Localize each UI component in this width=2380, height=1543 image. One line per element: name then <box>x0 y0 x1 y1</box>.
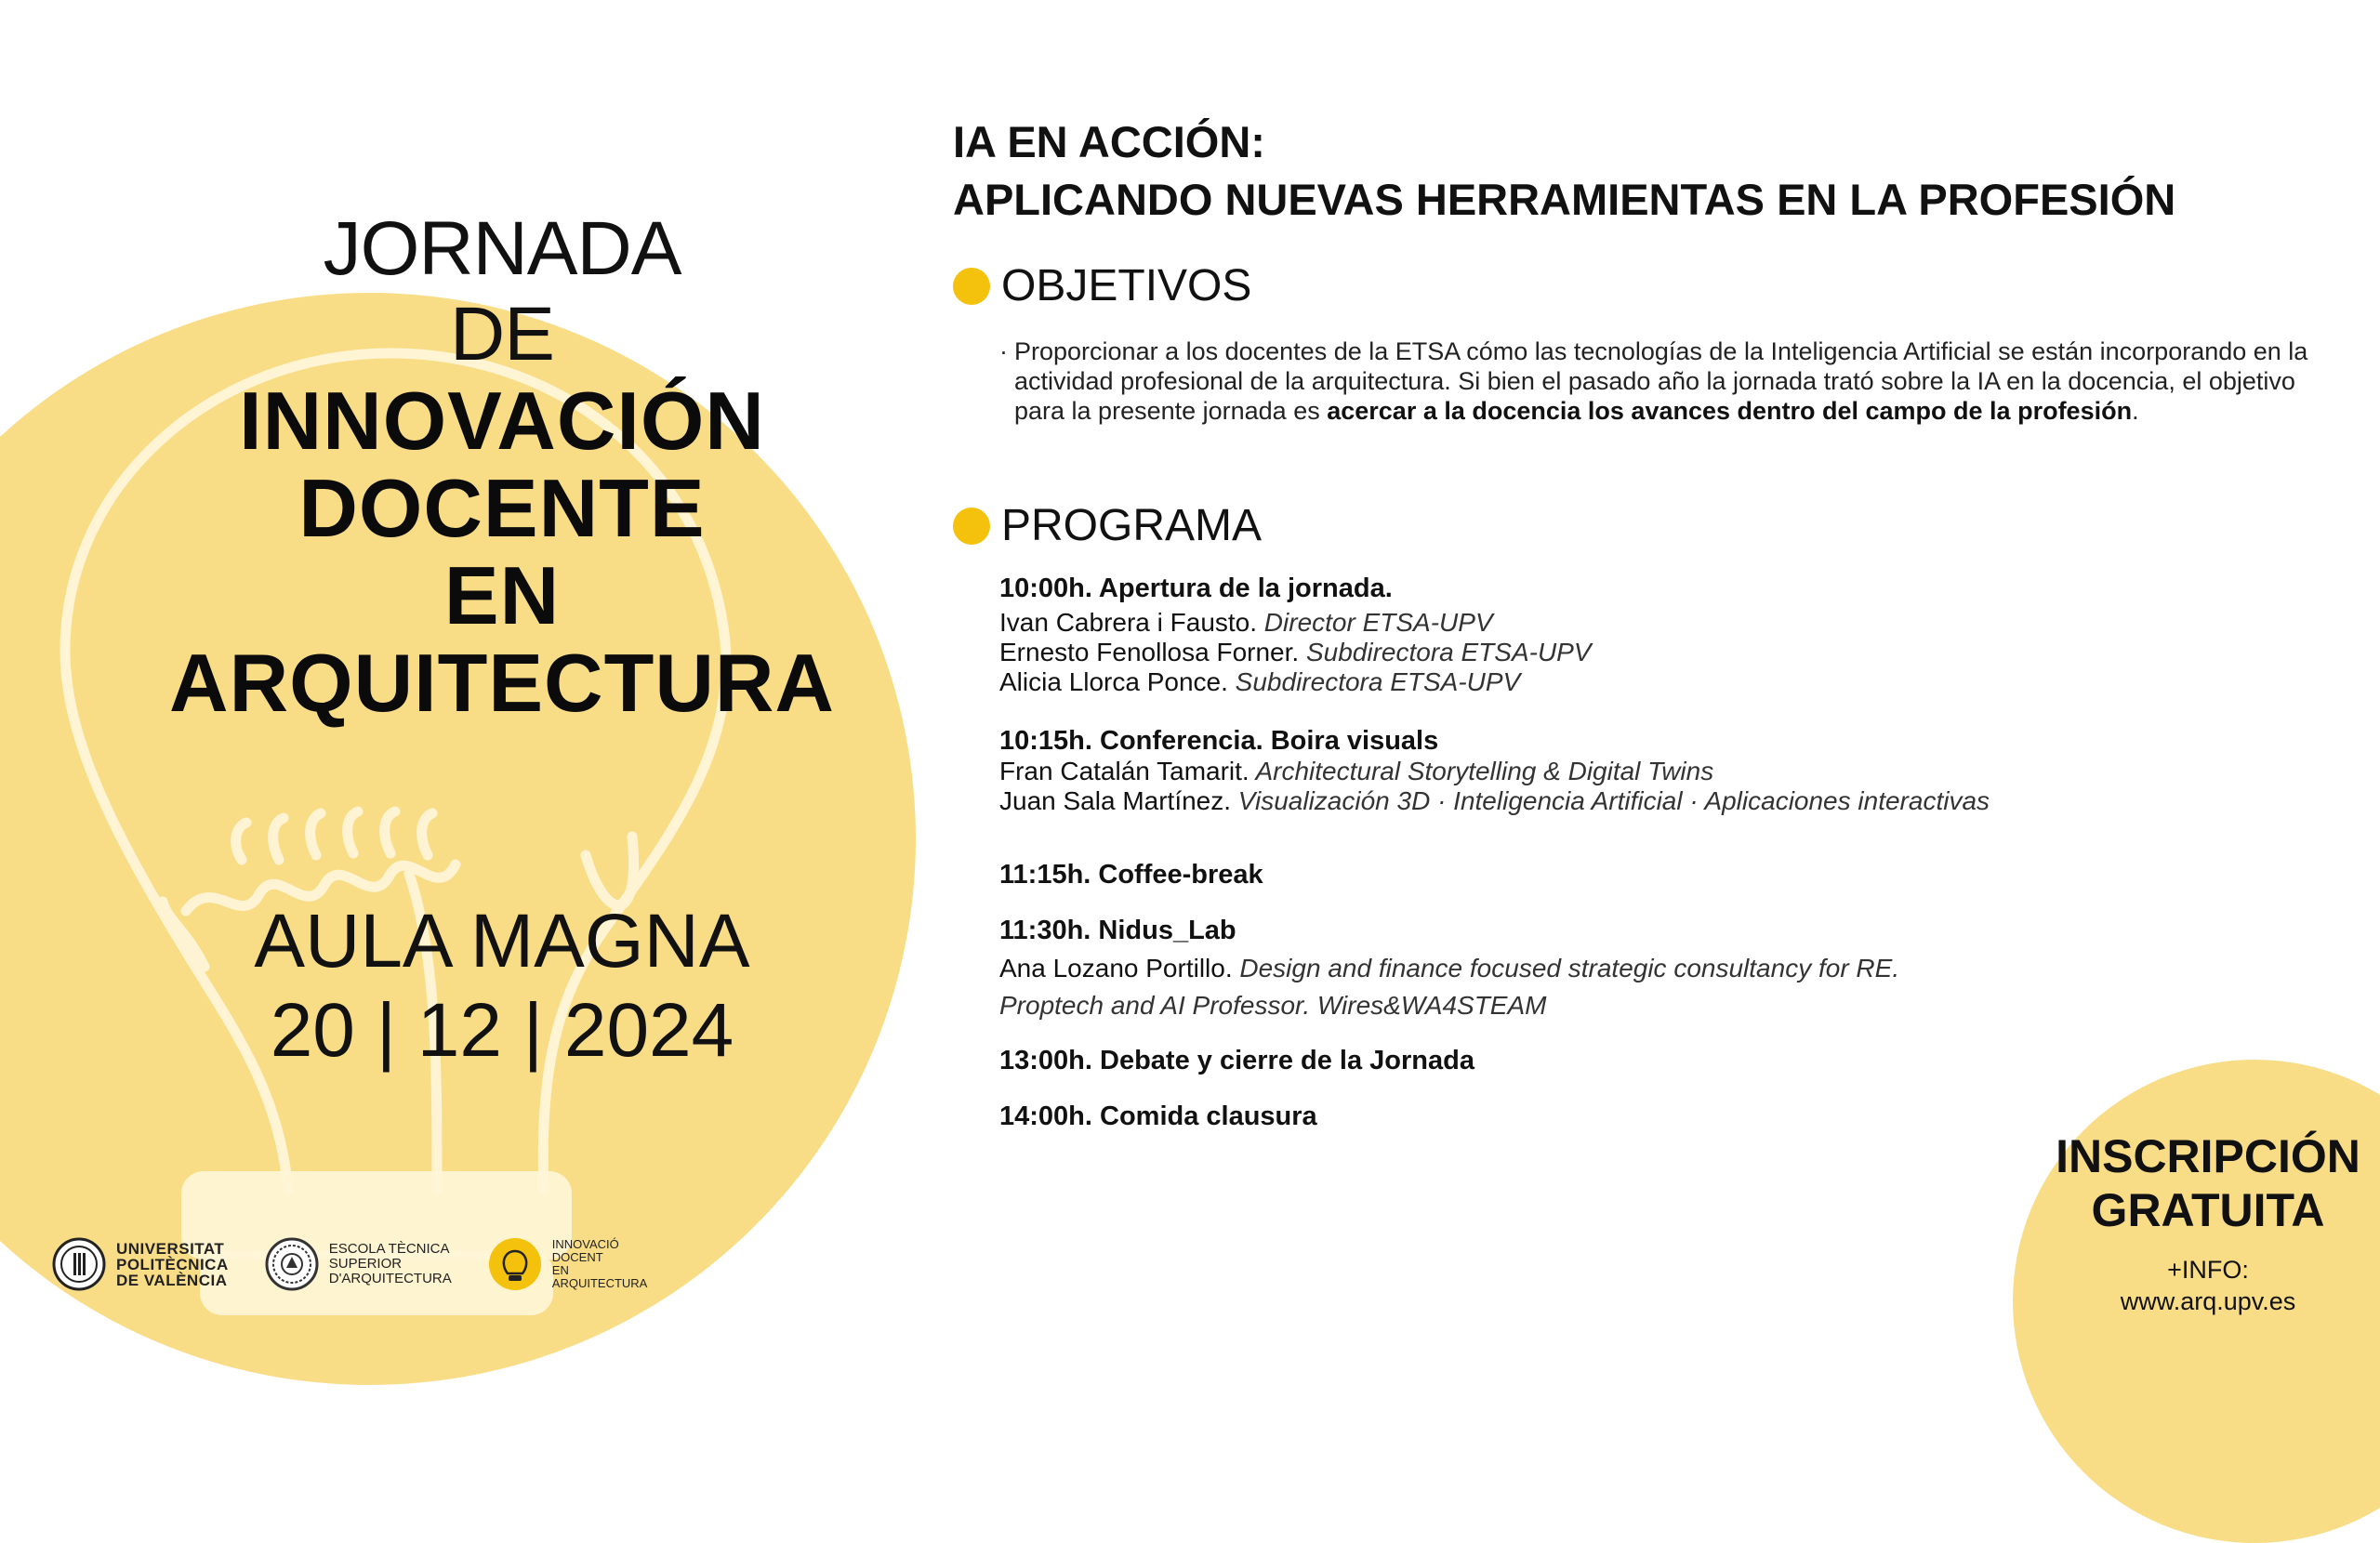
programa-list <box>999 573 2329 1132</box>
session-1-speaker-1: Ivan Cabrera i Fausto. Director ETSA-UPV <box>999 608 1493 637</box>
session-6-time: 14:00h. Comida clausura <box>999 1101 1317 1131</box>
objetivos-title: OBJETIVOS <box>1001 261 1252 310</box>
bullet-dot-icon <box>953 508 990 545</box>
date: 20 | 12 | 2024 <box>270 988 734 1073</box>
etsa-seal-icon <box>264 1236 320 1292</box>
etsa-line2: SUPERIOR <box>328 1256 403 1272</box>
upv-line2: POLITÈCNICA <box>116 1255 229 1273</box>
bullet-dot-icon <box>953 268 990 305</box>
inscripcion-line1: INSCRIPCIÓN <box>2056 1130 2360 1182</box>
title-en: EN <box>443 549 561 641</box>
session-2-speaker-1: Fran Catalán Tamarit. Architectural Storytelling & Digital Twins <box>999 757 1714 785</box>
info-label: +INFO: <box>2167 1256 2249 1284</box>
session-1-time: 10:00h. Apertura de la jornada. <box>999 574 1393 603</box>
upv-logo[interactable] <box>51 1236 229 1292</box>
session-1-speaker-3: Alicia Llorca Ponce. Subdirectora ETSA-UPV <box>999 667 1521 696</box>
title-de: DE <box>450 292 554 376</box>
objetivos-text-bold: acercar a la docencia los avances dentro del campo de la profesión <box>1327 397 2133 425</box>
programa-header <box>953 500 2329 552</box>
session-4-time: 11:30h. Nidus_Lab <box>999 916 1236 945</box>
info-url-link[interactable]: www.arq.upv.es <box>2120 1287 2296 1315</box>
session-4-speaker-1-role2: Proptech and AI Professor. Wires&WA4STEAM <box>999 991 1547 1020</box>
etsa-line3: D'ARQUITECTURA <box>328 1271 452 1286</box>
etsa-line1: ESCOLA TÈCNICA <box>328 1241 450 1257</box>
session-5-time: 13:00h. Debate y cierre de la Jornada <box>999 1046 1474 1075</box>
title-innovacion: INNOVACIÓN <box>239 375 765 467</box>
objetivos-bullet: · <box>999 337 1008 365</box>
title-arquitectura: ARQUITECTURA <box>169 637 835 729</box>
objetivos-text-end: . <box>2132 397 2139 425</box>
logos-bar <box>51 1232 682 1297</box>
upv-seal-icon <box>51 1236 107 1292</box>
title-docente: DOCENTE <box>298 462 706 554</box>
objetivos-header <box>953 260 2329 312</box>
ida-line1: INNOVACIÓ <box>551 1237 619 1251</box>
right-column <box>953 113 2329 1132</box>
title-jornada: JORNADA <box>323 206 681 291</box>
main-title-line2: APLICANDO NUEVAS HERRAMIENTAS EN LA PROFESIÓN <box>953 175 2176 224</box>
inscripcion-badge[interactable] <box>2013 1129 2380 1317</box>
venue: AULA MAGNA <box>254 899 750 983</box>
objetivos-text-start: Proporcionar a los docentes de la ETSA cómo las tecnologías de la Inteligencia Artificial se están incorporando en la actividad profesional de la arquitectura. Si bien el pasado año la jornada trató sobre la IA en la docencia, el objetivo para la presente jornada es <box>1014 337 2308 425</box>
lightbulb-logo-icon <box>487 1236 543 1292</box>
objetivos-text <box>999 336 2320 426</box>
session-1-speaker-2: Ernesto Fenollosa Forner. Subdirectora ETSA-UPV <box>999 638 1592 666</box>
session-2-time: 10:15h. Conferencia. Boira visuals <box>999 726 1439 756</box>
event-title <box>158 206 846 727</box>
venue-date <box>158 897 846 1075</box>
session-2-speaker-2: Juan Sala Martínez. Visualización 3D · Inteligencia Artificial · Aplicaciones interactivas <box>999 786 1990 815</box>
ida-line4: ARQUITECTURA <box>551 1276 648 1290</box>
ida-line3: EN <box>551 1263 569 1277</box>
main-title <box>953 113 2329 229</box>
inscripcion-line2: GRATUITA <box>2091 1184 2325 1236</box>
main-title-line1: IA EN ACCIÓN: <box>953 117 1265 166</box>
session-3-time: 11:15h. Coffee-break <box>999 860 1263 890</box>
ida-line2: DOCENT <box>551 1250 603 1264</box>
etsa-logo[interactable] <box>264 1236 452 1292</box>
innovacio-docent-logo[interactable] <box>487 1236 648 1292</box>
programa-title: PROGRAMA <box>1001 501 1263 550</box>
upv-line3: DE VALÈNCIA <box>116 1271 228 1289</box>
upv-line1: UNIVERSITAT <box>116 1239 225 1258</box>
session-4-speaker-1: Ana Lozano Portillo. Design and finance focused strategic consultancy for RE. <box>999 954 1900 983</box>
